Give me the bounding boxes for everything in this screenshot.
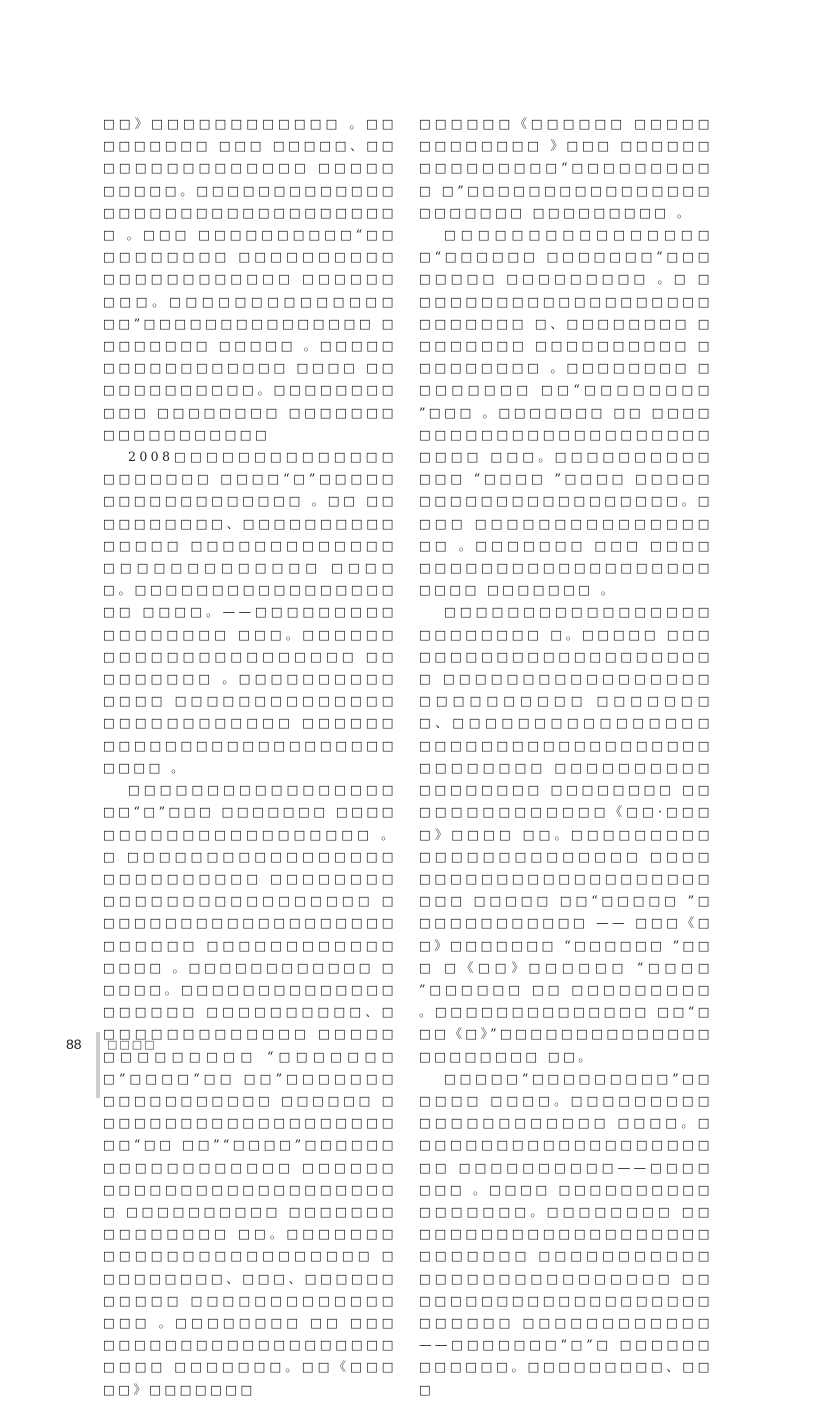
body-paragraph: □□□□□□□□□□□□□□□□□□□“□”□□□ □□□□□□□ □□□□□□□□□□□□□□□□□□□□□ 。□ □□□□□□□□□□□□□□□□□□□□□□□□□□□ □□□□□□□□□□□□□□□□□□□□□□□□□ □□□□□□□□□□□□□□□□□□□□□□□□□□ □□□□□□□□□□□□□□□□ 。□□□□□□□□□□□□ □□□□□。□□□□□□□□□□□□□□□□□□□□ □□□□□□□□□□、□□□□□□□□□□□□□□ □□□□□□□□□□□□□□ “□□□□□□□□”□□□□“□□ □□”□□□□□□□□□□□□□□□□□□ □□□□□□ □□□□□□□□□□□□□□□□□□□□□□“□□ □□”“□□□□”□□□□□□□□□□□□□□□□□□ □□□□□□□□□□□□□□□□□□□□□□□□□□ □□□□□□□□□□ □□□□□□□□□□□□□□□ □□。□□□□□□□□□□□□□□□□□□□□□□□□ □□□□□□□□□、□□□、□□□□□□□□□□□ □□□□□□□□□□□□□□□□ 。□□□□□□□□ □□ □□□□□□□□□□□□□□□□□□□□□□□□□□ □□□□□□□。□□《□□□□□》□□□□□□□ — [103, 782, 397, 1397]
left-text-column — [103, 113, 397, 1401]
body-paragraph: 2008□□□□□□□□□□□□□□□□□□□□□ □□□□“□”□□□□□□□□□□□□□□□□□□ 。□□ □□□□□□□□□□、□□□□□□□□□□□□□□□ □□□□□□□□□□□□□□□□□□□□□□□□□□ □□□□□。□□□□□□□□□□□□□□□□□□□ □□□□。——□□□□□□□□□□□□□□□□□ □□□。□□□□□□□□□□□□□□□□□□□□□□ □□□□□□□□□ 。□□□□□□□□□□□□□□ □□□□□□□□□□□□□□□□□□□□□□□□□□ □□□□□□□□□□□□□□□□□□□□□□□□□ □□□□ 。 — [103, 449, 397, 775]
body-paragraph: □□□□□□《□□□□□□ □□□□□□□□□□□□□ 》□□□ □□□□□□□□□□□□□□□“□□□□□□□□□□ □”□□□□□□□□□□□□□□□□□□□□□□□ □□□□□□□□□ 。 — [419, 116, 713, 220]
body-paragraph: □□》□□□□□□□□□□□□ 。□□□□□□□□□ □□□ □□□□□、□□□□□□□□□□□□□□□ □□□□□□□□□□。□□□□□□□□□□□□□ □□□□□□□□□□□□□□□□□□□□ 。□□□ □□□□□□□□□□“□□□□□□□□□□ □□□□□□□□□□□□□□□□□□□□□□ □□□□□□□□□。□□□□□□□□□□□□□□ □□”□□□□□□□□□□□□□□□ □□□□□□□□ □□□□□ 。□□□□□□□□□□□□□□□□□ □□□□ □□□□□□□□□□□□。□□□□□□□□□□□ □□□□□□□□ □□□□□□□ □□□□□□□□□□□ — [103, 116, 397, 442]
body-paragraph: □□□□□“□□□□□□□□□”□□□□□□ □□□□。□□□□□□□□□□□□□□□□□□□□□ □□□□。□□□□□□□□□□□□□□□□□□□□□□ □□□□□□□□□□——□□□□□□□ 。□□□□ □□□□□□□□□□□□□□□□□。□□□□□□□□ □□□□□□□□□□□□□□□□□□□□□□□□□□□□ □□□□□□□□□□□□□□□□□□□□□□□□□□□ □□□□□□□□□□□□□□□□□□□□□□□□□□□ □□□□□□□□□□□□——□□□□□□□“□”□ □□□□□□□□□□□□。□□□□□□□□□、□□□ — [419, 1070, 713, 1397]
footer-section-label: □□□□ — [107, 1038, 157, 1051]
body-paragraph: □□□□□□□□□□□□□□□□□“□□□□□□ □□□□□□□”□□□□□□□□ □□□□□□□□□ 。□ □□□□□□□□□□□□□□□□□□□□□□□□□□□ □、□□□□□□□□ □□□□□□□□ □□□□□□□□□□ □□□□□□□□□ 。□□□□□□□□ □□□□□□□□ □□“□□□□□□□□ ”□□□ 。□□□□□□□ □□ □□□□□□□□□□□□□□□□□□□□□□□□□□□ □□□。□□□□□□□□□□□□□ “□□□□ ”□□□□ □□□□□□□□□□□□□□□□□□□□□□。□□□□ □□□□□□□□□□□□□□□□□ 。□□□□□□□ □□□ □□□□□□□□□□□□□□□□□□□□□□□□□□□ □□□□□□□ 。 — [419, 227, 713, 598]
footer-divider — [96, 1032, 100, 1098]
right-text-column — [419, 113, 713, 1401]
page-number: 88 — [66, 1036, 82, 1052]
body-paragraph: □□□□□□□□□□□□□□□□□□□□□□□□□ □。□□□□□ □□□□□□□□□□□□□□□□□□□□□□□ □□□□□□□□□□□□□□□□□□□□□□□□□□□ □□□□□□□□、□□□□□□□□□□□□□□□□ □□□□□□□□□□□□□□□□□□□□□□□□□□□ □□□□□□□□□□□□□□□□□□ □□□□□□□□ □□□□□□□□□□□□□□《□□·□□□□》□□□□ □□。□□□□□□□□□□□□□□□□□□□□□□□ □□□□□□□□□□□□□□□□□□□□□□□□□□ □□□□□ □□“□□□□□ ”□□□□□□□□□□□□ —— □□□《□□》□□□□□□□ “□□□□□□ ”□□□ □《□□》□□□□□□ “□□□□ ”□□□□□□ □□ □□□□□□□□□ 。□□□□□□□□□□□□□□ □□“□ □□《□》”□□□□□□□□□□□□□□□□□□□□□□ □□。 — [419, 604, 713, 1064]
